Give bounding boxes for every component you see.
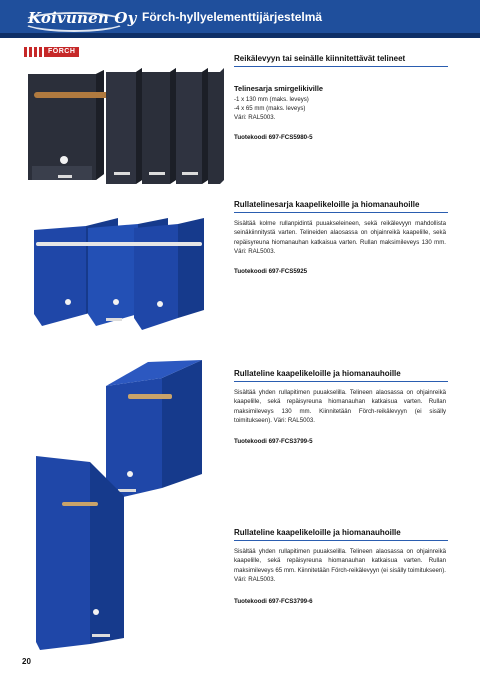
section-4-title: Rullateline kaapelikeloille ja hiomanauhoille [234,528,401,537]
section-1-subtitle: Telinesarja smirgelikiville [234,84,324,93]
page-number: 20 [22,657,31,666]
section-2-rule [234,212,448,213]
section-3-product-code: Tuotekoodi 697-FCS3799-5 [234,438,313,445]
section-1-rule [234,66,448,67]
header-band [0,33,480,38]
section-2-product-code: Tuotekoodi 697-FCS5925 [234,268,308,275]
section-3-body: Sisältää yhden rullapitimen puuakselilla. Telineen alaosassa on ohjainreikä kaapelille, sekä repäisyreuna hiomanauhan katkaisua varten. Rullan maksimileveys 130 mm. Kiinnitetään Förch-reikälevyyn (ei sisälly toimitukseen). Väri: RAL5003. [234,389,446,425]
section-1-product-code: Tuotekoodi 697-FCS5980-5 [234,134,313,141]
section-1-title: Reikälevyyn tai seinälle kiinnitettävät telineet [234,54,406,63]
section-1-line-1: -1 x 130 mm (maks. leveys) [234,96,309,103]
section-1-line-3: Väri: RAL5003. [234,114,276,121]
forch-brand-badge [24,47,79,57]
product-image-grinding-holder-set [24,62,226,196]
section-3-title: Rullateline kaapelikeloille ja hiomanauhoille [234,369,401,378]
logo-text: Koivunen Oy [28,9,137,27]
section-3-rule [234,381,448,382]
section-4-body: Sisältää yhden rullapitimen puuakselilla. Telineen alaosassa on ohjainreikä kaapelille, sekä repäisyreuna hiomanauhan katkaisua varten. Rullan maksimileveys 65 mm. Kiinnitetään Förch-reikälevyyn (ei sisälly toimitukseen). Väri: RAL5003. [234,548,446,584]
koivunen-logo [22,8,137,30]
page-header [0,0,480,38]
section-2-body: Sisältää kolme rullanpidintä puuakseleineen, sekä reikälevyyn mahdollista seinäkiinnitystä varten. Telineiden alaosassa on ohjainreikä kaapelille, sekä repäisyreuna hiomanauhan katkaisua varten. Rullan maksimileveys 130 mm. Väri: RAL5003. [234,220,446,256]
product-image-triple-roll-holder [28,214,208,332]
section-2-title: Rullatelinesarja kaapelikeloille ja hiomanauhoille [234,200,420,209]
section-4-product-code: Tuotekoodi 697-FCS3799-6 [234,598,313,605]
brand-stripes-icon [24,47,42,57]
header-title: Förch-hyllyelementtijärjestelmä [142,10,323,24]
product-image-single-roll-holder-65 [32,452,132,652]
section-4-rule [234,540,448,541]
section-1-line-2: -4 x 65 mm (maks. leveys) [234,105,306,112]
brand-name: FÖRCH [44,47,79,57]
